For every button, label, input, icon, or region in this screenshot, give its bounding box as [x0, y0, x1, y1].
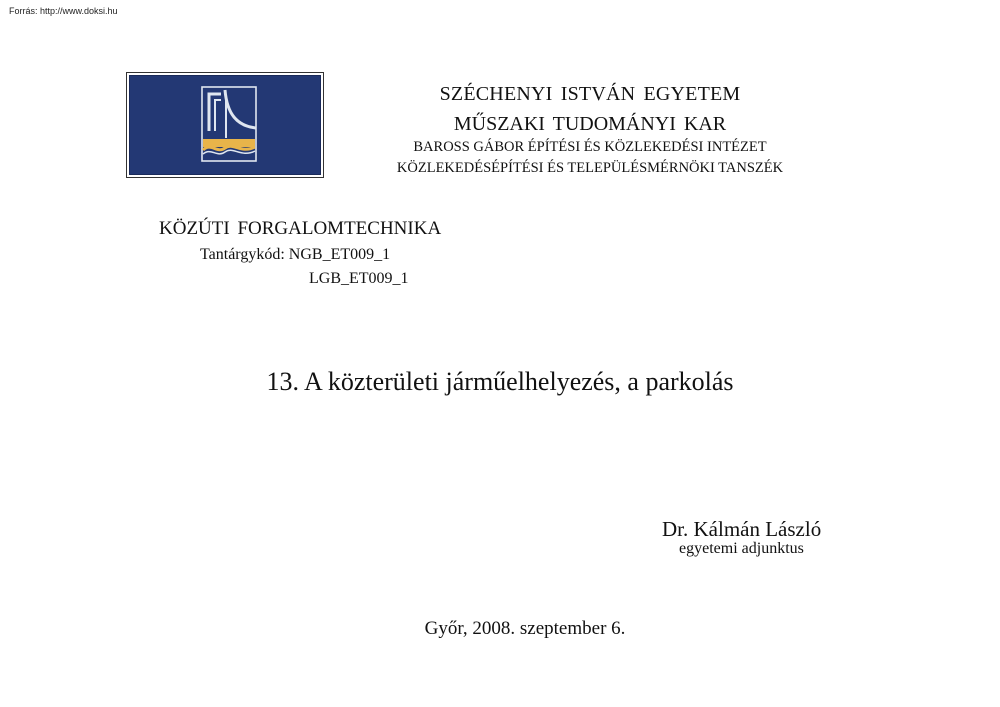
course-code: Tantárgykód: NGB_ET009_1: [200, 246, 391, 263]
source-note: Forrás: http://www.doksi.hu: [9, 6, 118, 16]
author-role: egyetemi adjunktus: [679, 540, 804, 557]
university-name: SZÉCHENYI ISTVÁN EGYETEM: [439, 83, 741, 105]
faculty-name: MŰSZAKI TUDOMÁNYI KAR: [453, 113, 727, 135]
university-logo-icon: [201, 86, 257, 162]
logo-background: [129, 75, 321, 175]
author-name: Dr. Kálmán László: [662, 517, 822, 541]
department-name: KÖZLEKEDÉSÉPÍTÉSI ÉS TELEPÜLÉSMÉRNÖKI TANSZÉK: [396, 160, 784, 176]
university-logo: [126, 72, 324, 178]
place-and-date: Győr, 2008. szeptember 6.: [424, 618, 626, 639]
lecture-title: 13. A közterületi járműelhelyezés, a parkolás: [266, 367, 734, 396]
course-name: KÖZÚTI FORGALOMTECHNIKA: [159, 218, 442, 239]
institute-name: BAROSS GÁBOR ÉPÍTÉSI ÉS KÖZLEKEDÉSI INTÉZET: [413, 139, 767, 155]
course-code-alt: LGB_ET009_1: [309, 270, 409, 287]
